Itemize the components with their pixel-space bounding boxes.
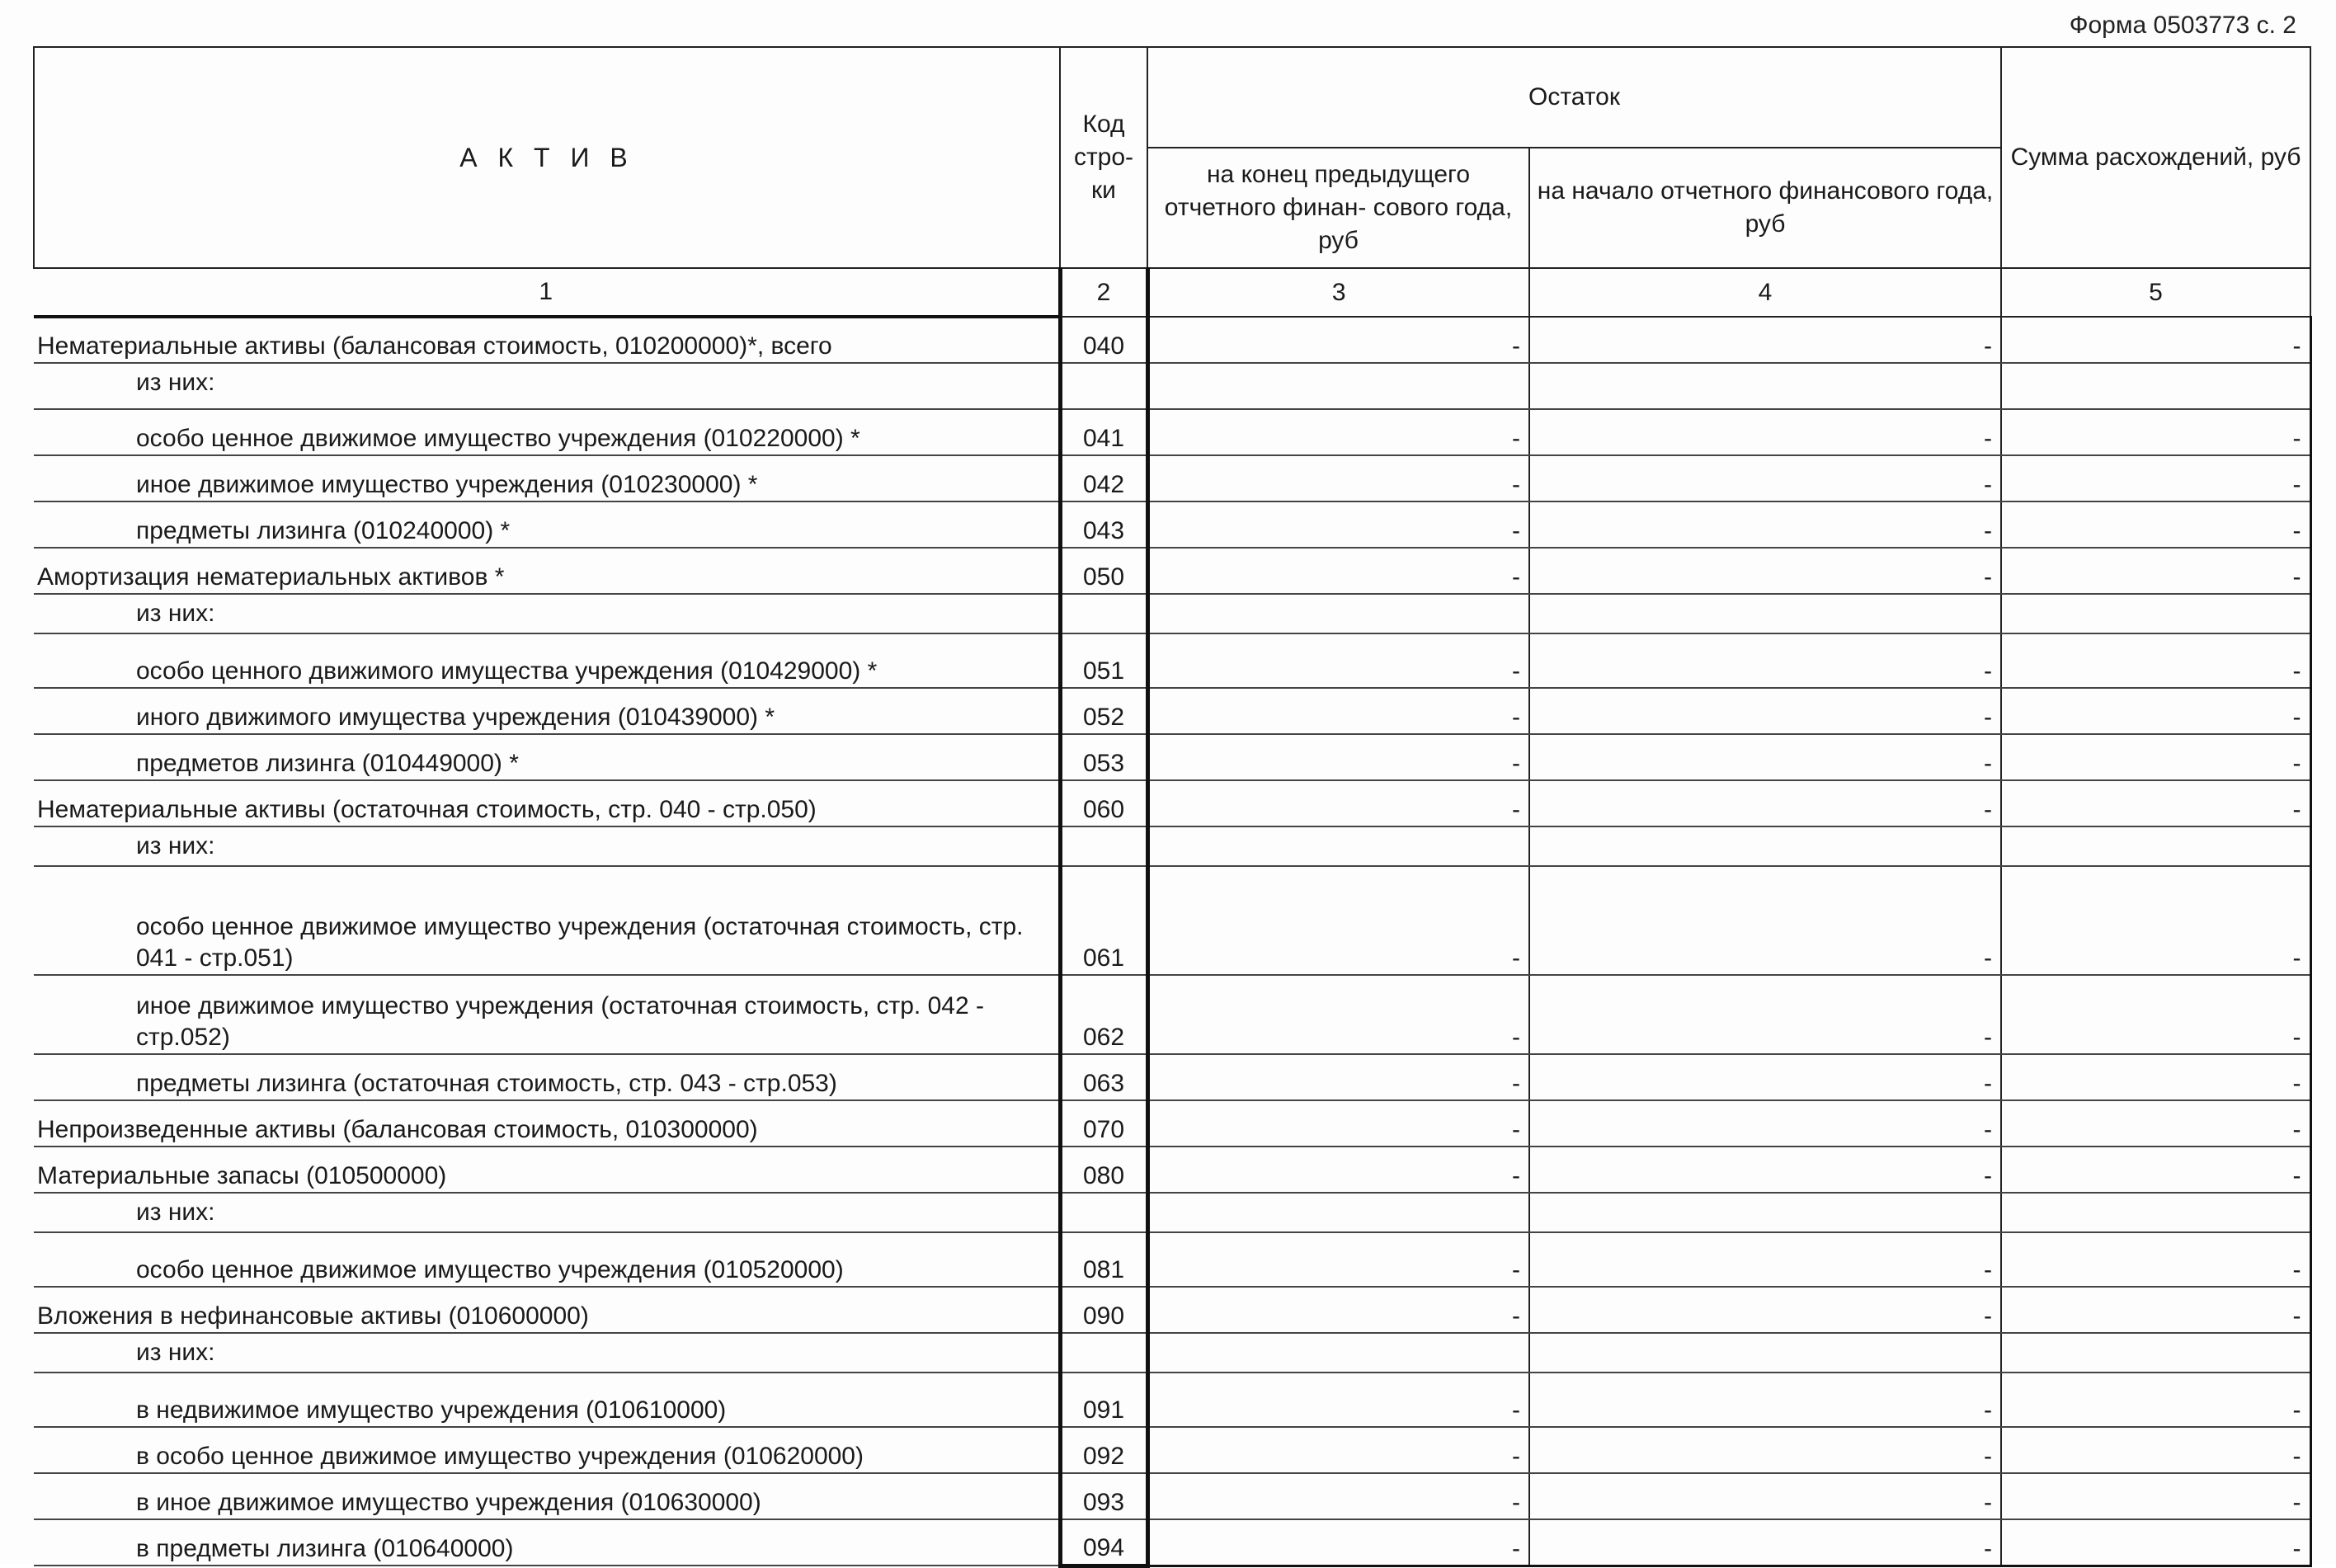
value-col-3: - (1147, 633, 1529, 688)
row-code: 092 (1060, 1427, 1147, 1473)
row-name: особо ценное движимое имущество учреждения (010520000) (34, 1232, 1060, 1287)
subgroup-label: из них: (34, 826, 1060, 866)
row-name: Вложения в нефинансовые активы (010600000) (34, 1287, 1060, 1333)
row-name: иного движимого имущества учреждения (010439000) * (34, 688, 1060, 734)
value-col-5: - (2001, 1054, 2310, 1100)
value-col-5: - (2001, 1373, 2310, 1427)
table-row (34, 975, 2310, 1054)
row-code (1060, 594, 1147, 633)
row-code (1060, 826, 1147, 866)
value-col-4: - (1529, 688, 2001, 734)
table-row (34, 1287, 2310, 1333)
value-col-3: - (1147, 1287, 1529, 1333)
table-row (34, 734, 2310, 780)
value-col-5 (2001, 594, 2310, 633)
row-code: 091 (1060, 1373, 1147, 1427)
value-col-4 (1529, 1333, 2001, 1373)
value-col-4: - (1529, 975, 2001, 1054)
value-col-4: - (1529, 501, 2001, 548)
row-code: 063 (1060, 1054, 1147, 1100)
value-col-5 (2001, 1193, 2310, 1232)
row-code: 052 (1060, 688, 1147, 734)
table-row (34, 688, 2310, 734)
header-code: Код стро- ки (1060, 47, 1147, 268)
header-current-year-start: на начало отчетного финансового года, руб (1529, 148, 2001, 268)
value-col-4 (1529, 594, 2001, 633)
value-col-4: - (1529, 1054, 2001, 1100)
row-code: 081 (1060, 1232, 1147, 1287)
value-col-5: - (2001, 501, 2310, 548)
row-name: Нематериальные активы (балансовая стоимость, 010200000)*, всего (34, 317, 1060, 363)
value-col-5: - (2001, 1287, 2310, 1333)
row-name: особо ценного движимого имущества учреждения (010429000) * (34, 633, 1060, 688)
value-col-4: - (1529, 633, 2001, 688)
value-col-5: - (2001, 734, 2310, 780)
value-col-3: - (1147, 501, 1529, 548)
value-col-4: - (1529, 1519, 2001, 1566)
column-number-3: 3 (1147, 268, 1529, 317)
table-row (34, 1232, 2310, 1287)
value-col-5: - (2001, 1473, 2310, 1519)
table-row (34, 409, 2310, 455)
table-row (34, 1373, 2310, 1427)
value-col-3: - (1147, 1232, 1529, 1287)
row-name: особо ценное движимое имущество учреждения (010220000) * (34, 409, 1060, 455)
value-col-5: - (2001, 1100, 2310, 1147)
value-col-5: - (2001, 409, 2310, 455)
value-col-4: - (1529, 734, 2001, 780)
table-row (34, 1147, 2310, 1193)
row-code: 042 (1060, 455, 1147, 501)
table-row (34, 826, 2310, 866)
value-col-5: - (2001, 1147, 2310, 1193)
value-col-3: - (1147, 1373, 1529, 1427)
value-col-3: - (1147, 780, 1529, 826)
value-col-3: - (1147, 975, 1529, 1054)
value-col-4 (1529, 363, 2001, 409)
value-col-5: - (2001, 688, 2310, 734)
value-col-3 (1147, 363, 1529, 409)
table-row (34, 317, 2310, 363)
column-number-4: 4 (1529, 268, 2001, 317)
value-col-3: - (1147, 1054, 1529, 1100)
value-col-5: - (2001, 548, 2310, 594)
value-col-5: - (2001, 780, 2310, 826)
column-number-5: 5 (2001, 268, 2310, 317)
header-aktiv: А К Т И В (34, 47, 1060, 268)
table-row (34, 1427, 2310, 1473)
value-col-5: - (2001, 1519, 2310, 1566)
table-row (34, 1100, 2310, 1147)
table-row (34, 1333, 2310, 1373)
value-col-5 (2001, 826, 2310, 866)
header-prev-year-end: на конец предыдущего отчетного финан- сового года, руб (1147, 148, 1529, 268)
value-col-5: - (2001, 317, 2310, 363)
value-col-3: - (1147, 688, 1529, 734)
row-name: Материальные запасы (010500000) (34, 1147, 1060, 1193)
table-row (34, 363, 2310, 409)
assets-table (33, 46, 2312, 1568)
table-row (34, 1193, 2310, 1232)
value-col-4: - (1529, 455, 2001, 501)
subgroup-label: из них: (34, 363, 1060, 409)
value-col-4: - (1529, 1427, 2001, 1473)
value-col-4 (1529, 826, 2001, 866)
table-row (34, 1519, 2310, 1566)
row-name: предметы лизинга (010240000) * (34, 501, 1060, 548)
row-name: особо ценное движимое имущество учреждения (остаточная стоимость, стр. 041 - стр.051) (34, 866, 1060, 975)
value-col-3 (1147, 826, 1529, 866)
column-number-2: 2 (1060, 268, 1147, 317)
header-ostatok: Остаток (1147, 47, 2001, 148)
value-col-3: - (1147, 409, 1529, 455)
row-code: 050 (1060, 548, 1147, 594)
value-col-4: - (1529, 780, 2001, 826)
row-name: Амортизация нематериальных активов * (34, 548, 1060, 594)
row-name: предметы лизинга (остаточная стоимость, стр. 043 - стр.053) (34, 1054, 1060, 1100)
row-name: в недвижимое имущество учреждения (010610000) (34, 1373, 1060, 1427)
value-col-3: - (1147, 1519, 1529, 1566)
row-code: 094 (1060, 1519, 1147, 1566)
value-col-3: - (1147, 317, 1529, 363)
row-code: 040 (1060, 317, 1147, 363)
table-row (34, 1054, 2310, 1100)
row-name: Нематериальные активы (остаточная стоимость, стр. 040 - стр.050) (34, 780, 1060, 826)
value-col-3: - (1147, 548, 1529, 594)
row-code: 093 (1060, 1473, 1147, 1519)
table-row (34, 455, 2310, 501)
subgroup-label: из них: (34, 594, 1060, 633)
value-col-5: - (2001, 975, 2310, 1054)
value-col-4 (1529, 1193, 2001, 1232)
value-col-4: - (1529, 317, 2001, 363)
table-row (34, 866, 2310, 975)
row-code: 061 (1060, 866, 1147, 975)
row-name: предметов лизинга (010449000) * (34, 734, 1060, 780)
value-col-5: - (2001, 1427, 2310, 1473)
row-code: 053 (1060, 734, 1147, 780)
value-col-5: - (2001, 633, 2310, 688)
value-col-3: - (1147, 1427, 1529, 1473)
row-name: иное движимое имущество учреждения (010230000) * (34, 455, 1060, 501)
row-code (1060, 363, 1147, 409)
subgroup-label: из них: (34, 1333, 1060, 1373)
value-col-3 (1147, 1333, 1529, 1373)
row-code: 090 (1060, 1287, 1147, 1333)
row-name: в предметы лизинга (010640000) (34, 1519, 1060, 1566)
value-col-3 (1147, 594, 1529, 633)
value-col-5 (2001, 1333, 2310, 1373)
value-col-4: - (1529, 1232, 2001, 1287)
table-row (34, 501, 2310, 548)
value-col-3: - (1147, 866, 1529, 975)
value-col-5: - (2001, 866, 2310, 975)
row-name: в иное движимое имущество учреждения (010630000) (34, 1473, 1060, 1519)
row-name: в особо ценное движимое имущество учреждения (010620000) (34, 1427, 1060, 1473)
value-col-3 (1147, 1193, 1529, 1232)
row-name: Непроизведенные активы (балансовая стоимость, 010300000) (34, 1100, 1060, 1147)
column-number-1: 1 (34, 268, 1060, 317)
table-row (34, 780, 2310, 826)
value-col-3: - (1147, 734, 1529, 780)
value-col-4: - (1529, 1473, 2001, 1519)
table-row (34, 594, 2310, 633)
value-col-4: - (1529, 1287, 2001, 1333)
row-code (1060, 1333, 1147, 1373)
row-code: 060 (1060, 780, 1147, 826)
table-row (34, 548, 2310, 594)
row-code: 043 (1060, 501, 1147, 548)
header-difference: Сумма расхождений, руб (2001, 47, 2310, 268)
value-col-5: - (2001, 455, 2310, 501)
subgroup-label: из них: (34, 1193, 1060, 1232)
table-row (34, 1473, 2310, 1519)
row-code: 070 (1060, 1100, 1147, 1147)
table-row (34, 633, 2310, 688)
row-code: 080 (1060, 1147, 1147, 1193)
value-col-4: - (1529, 548, 2001, 594)
row-code: 041 (1060, 409, 1147, 455)
value-col-4: - (1529, 1100, 2001, 1147)
value-col-3: - (1147, 1100, 1529, 1147)
value-col-4: - (1529, 1373, 2001, 1427)
value-col-4: - (1529, 409, 2001, 455)
value-col-5: - (2001, 1232, 2310, 1287)
row-name: иное движимое имущество учреждения (остаточная стоимость, стр. 042 - стр.052) (34, 975, 1060, 1054)
value-col-5 (2001, 363, 2310, 409)
row-code (1060, 1193, 1147, 1232)
value-col-3: - (1147, 455, 1529, 501)
value-col-4: - (1529, 1147, 2001, 1193)
value-col-3: - (1147, 1147, 1529, 1193)
value-col-4: - (1529, 866, 2001, 975)
form-code: Форма 0503773 с. 2 (2069, 12, 2296, 39)
row-code: 051 (1060, 633, 1147, 688)
row-code: 062 (1060, 975, 1147, 1054)
value-col-3: - (1147, 1473, 1529, 1519)
